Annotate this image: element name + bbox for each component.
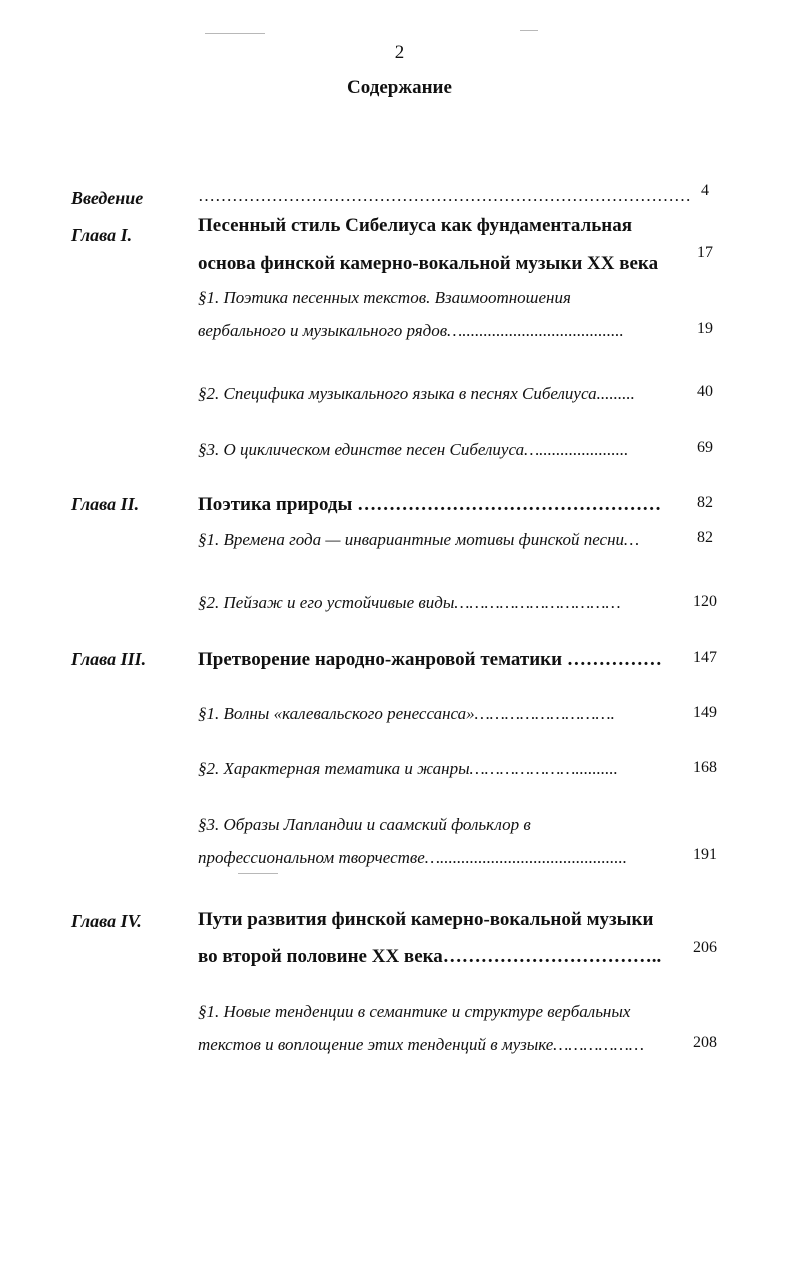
page-title: Содержание: [347, 77, 452, 98]
toc-section-1-1-line1: §1. Поэтика песенных текстов. Взаимоотношения: [198, 288, 571, 307]
toc-label-chapter-3: Глава III.: [71, 649, 147, 669]
toc-section-3-2: §2. Характерная тематика и жанры…………………..........: [198, 759, 618, 778]
toc-section-1-1-line2: вербального и музыкального рядов…......................................: [198, 321, 624, 340]
page-number: 2: [394, 42, 405, 63]
toc-label-chapter-2: Глава II.: [71, 494, 140, 514]
toc-section-2-2: §2. Пейзаж и его устойчивые виды……………………………: [198, 593, 621, 612]
toc-chapter-4-title-line1: Пути развития финской камерно-вокальной музыки: [198, 909, 654, 930]
toc-page-section-2-2: 120: [693, 593, 717, 610]
toc-chapter-3-title: Претворение народно-жанровой тематики ……………: [198, 649, 662, 670]
toc-page-section-3-2: 168: [693, 759, 717, 776]
toc-page-section-3-1: 149: [693, 704, 717, 721]
toc-section-4-1-line1: §1. Новые тенденции в семантике и структуре вербальных: [198, 1002, 631, 1021]
toc-page-section-1-3: 69: [697, 439, 713, 456]
toc-section-3-3-line1: §3. Образы Лапландии и саамский фольклор в: [198, 815, 531, 834]
toc-chapter-4-title-line2: во второй половине XX века……………………………..: [198, 946, 662, 967]
toc-page-chapter-3: 147: [693, 649, 717, 666]
scan-speck: [238, 873, 278, 874]
toc-page-section-3-3: 191: [693, 846, 717, 863]
toc-label-chapter-4: Глава IV.: [71, 911, 142, 931]
toc-page-chapter-2: 82: [697, 494, 713, 511]
toc-section-4-1-line2: текстов и воплощение этих тенденций в музыке………………: [198, 1035, 644, 1054]
toc-chapter-1-title-line1: Песенный стиль Сибелиуса как фундаментальная: [198, 215, 633, 236]
toc-page-section-2-1: 82: [697, 529, 713, 546]
toc-page-chapter-1: 17: [697, 244, 713, 261]
toc-label-intro: Введение: [71, 188, 144, 208]
scan-speck: [205, 33, 265, 34]
scan-speck: [520, 30, 538, 31]
toc-chapter-1-title-line2: основа финской камерно-вокальной музыки XX века: [198, 253, 659, 274]
toc-page-chapter-4: 206: [693, 939, 717, 956]
toc-page-section-1-2: 40: [697, 383, 713, 400]
toc-leader-dots: ……………………………………………………………………………: [198, 186, 691, 205]
toc-label-chapter-1: Глава I.: [71, 225, 133, 245]
toc-section-1-3: §3. О циклическом единстве песен Сибелиуса….....................: [198, 440, 629, 459]
toc-page-intro: 4: [701, 182, 709, 199]
toc-section-3-3-line2: профессиональном творчестве…............................................: [198, 848, 627, 867]
toc-page-section-4-1: 208: [693, 1034, 717, 1051]
toc-chapter-2-title: Поэтика природы …………………………………………: [198, 494, 662, 515]
toc-page-section-1-1: 19: [697, 320, 713, 337]
toc-section-1-2: §2. Специфика музыкального языка в песнях Сибелиуса.........: [198, 384, 635, 403]
toc-section-3-1: §1. Волны «калевальского ренессанса»……………………….: [198, 704, 615, 723]
toc-section-2-1: §1. Времена года — инвариантные мотивы финской песни…: [198, 530, 640, 549]
